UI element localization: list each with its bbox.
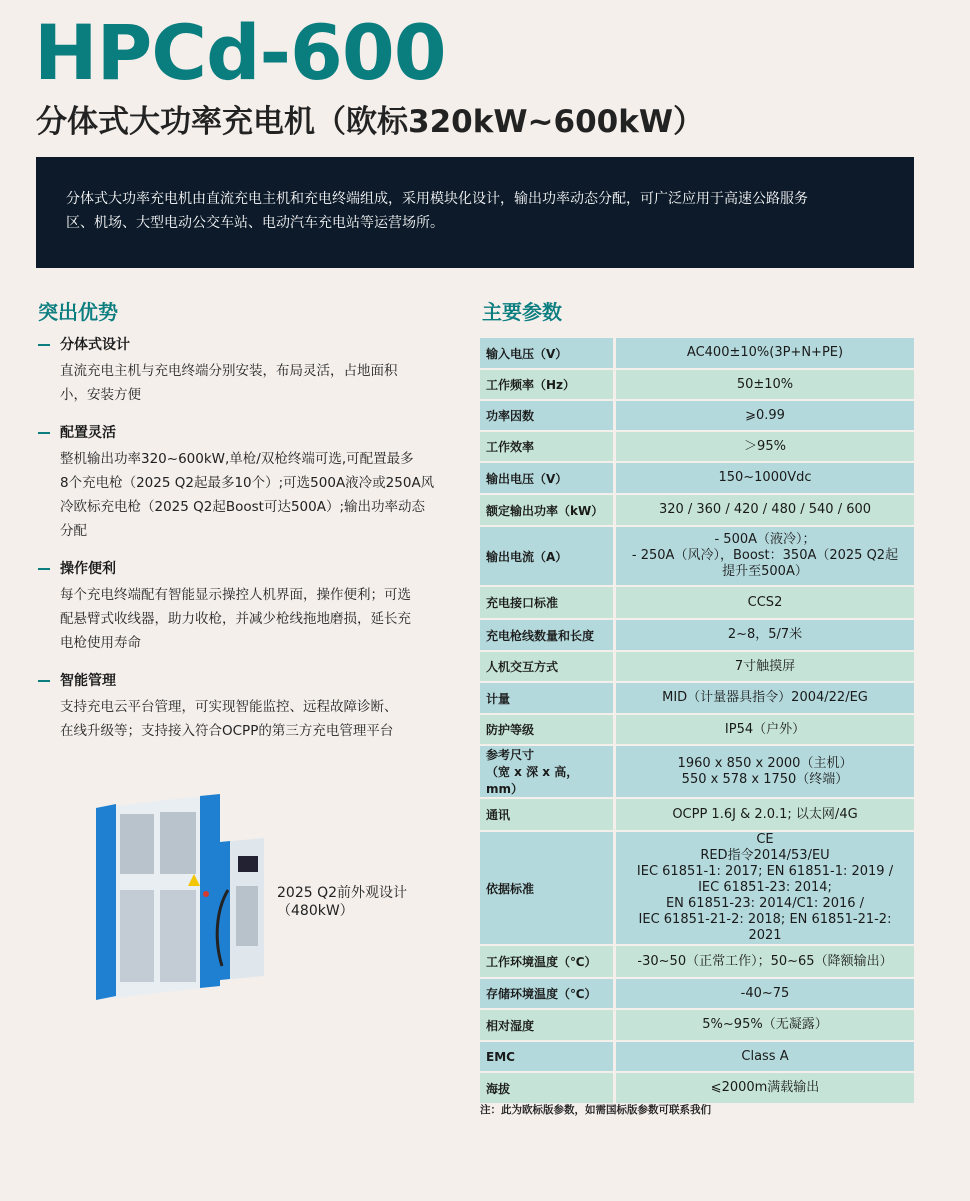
param-value [613, 338, 914, 368]
param-value [613, 495, 914, 525]
param-value [613, 432, 914, 461]
param-label-line: 工作效率 [486, 440, 535, 454]
advantage-heading [38, 424, 458, 442]
param-row [480, 715, 914, 744]
param-value [613, 463, 914, 493]
param-value-line: ＞95% [744, 438, 786, 454]
param-label-line: 计量 [486, 691, 511, 706]
caption-line-1: 2025 Q2前外观设计 [277, 885, 408, 901]
param-label-line: 防护等级 [486, 723, 535, 737]
param-label-line: 功率因数 [486, 409, 535, 423]
param-value [613, 370, 914, 399]
param-label-line: 充电接口标准 [486, 596, 559, 610]
param-value-line: 1960 x 850 x 2000（主机） [677, 755, 853, 771]
product-image [88, 790, 264, 1015]
param-row [480, 799, 914, 830]
param-value-line: IEC 61851-23: 2014; [698, 880, 832, 895]
param-label-line: 通讯 [486, 808, 511, 822]
param-value-line: 提升至500A） [722, 564, 808, 579]
param-value-line: AC400±10%(3P+N+PE) [686, 345, 844, 360]
param-value-line: CE [756, 832, 774, 847]
param-value-line: ⩾0.99 [745, 407, 785, 423]
param-label-line: 充电枪线数量和长度 [486, 628, 595, 643]
params-table [480, 336, 914, 1105]
advantage-item [38, 672, 458, 743]
param-label [480, 527, 613, 585]
param-label [480, 946, 613, 977]
advantage-title: 分体式设计 [60, 337, 130, 353]
dash-icon [38, 568, 50, 570]
model-name: HPCd-600 [34, 8, 446, 97]
advantage-line: 配悬臂式收线器，助力收枪，并减少枪线拖地磨损，延长充 [60, 611, 411, 627]
param-value-line: IEC 61851-1: 2017; EN 61851-1: 2019 / [636, 864, 894, 879]
advantage-line: 冷欧标充电枪（2025 Q2起Boost可达500A）;输出功率动态 [60, 499, 426, 515]
dash-icon [38, 344, 50, 346]
params-title: 主要参数 [482, 300, 562, 324]
param-value [613, 401, 914, 430]
param-value [613, 979, 914, 1008]
param-label [480, 587, 613, 618]
param-label [480, 799, 613, 830]
advantage-description [60, 447, 458, 543]
param-value-line: 7寸触摸屏 [734, 658, 796, 674]
param-label [480, 495, 613, 525]
param-value [613, 620, 914, 650]
param-label [480, 1042, 613, 1071]
param-label-line: 海拔 [486, 1081, 511, 1096]
param-value-line: IP54（户外） [724, 721, 806, 737]
param-row [480, 652, 914, 681]
param-value-line: -40~75 [740, 985, 790, 1001]
param-value-line: RED指令2014/53/EU [700, 848, 830, 863]
param-value-line: 50±10% [736, 376, 794, 392]
param-value-line: 550 x 578 x 1750（终端） [681, 771, 849, 787]
param-value [613, 1010, 914, 1040]
param-label-line: 依据标准 [486, 881, 535, 896]
param-value [613, 746, 914, 797]
param-label [480, 652, 613, 681]
param-row [480, 1010, 914, 1040]
param-label [480, 979, 613, 1008]
param-label-line: EMC [486, 1049, 515, 1064]
param-row [480, 746, 914, 797]
param-value-line: - 250A（风冷），Boost：350A（2025 Q2起 [631, 548, 899, 563]
caption-line-2: （480kW） [277, 903, 354, 919]
param-value [613, 715, 914, 744]
param-label-line: 参考尺寸 [486, 748, 535, 762]
advantage-title: 操作便利 [60, 561, 116, 577]
param-row [480, 401, 914, 430]
intro-box [36, 157, 914, 268]
product-subtitle: 分体式大功率充电机（欧标320kW~600kW） [36, 104, 705, 140]
intro-line-2: 区、机场、大型电动公交车站、电动汽车充电站等运营场所。 [66, 215, 444, 231]
param-row [480, 1073, 914, 1103]
param-value-line: CCS2 [747, 594, 783, 610]
advantage-line: 电枪使用寿命 [60, 635, 141, 651]
param-row [480, 1042, 914, 1071]
param-value-line: IEC 61851-21-2: 2018; EN 61851-21-2: 2021 [638, 912, 892, 943]
param-value-line: 150~1000Vdc [718, 470, 812, 485]
param-row [480, 463, 914, 493]
advantage-item [38, 336, 458, 407]
param-value-line: MID（计量器具指令）2004/22/EG [662, 690, 868, 705]
advantage-heading [38, 672, 458, 690]
param-label [480, 620, 613, 650]
param-value [613, 527, 914, 585]
param-row [480, 587, 914, 618]
param-label-line: 相对湿度 [486, 1018, 535, 1033]
dash-icon [38, 432, 50, 434]
advantage-item [38, 560, 458, 655]
param-value-line: 5%~95%（无凝露） [702, 1017, 828, 1032]
param-label-line: 工作环境温度（℃） [486, 955, 597, 969]
param-row [480, 979, 914, 1008]
param-value [613, 1042, 914, 1071]
param-value-line: ⩽2000m满载输出 [710, 1080, 820, 1095]
param-row [480, 370, 914, 399]
param-label-line: 输出电流（A） [486, 549, 568, 564]
advantage-item [38, 424, 458, 543]
product-caption [277, 884, 407, 920]
param-label [480, 683, 613, 713]
advantage-line: 小，安装方便 [60, 387, 141, 403]
param-row [480, 946, 914, 977]
param-value-line: - 500A（液冷）； [714, 532, 816, 547]
advantage-line: 每个充电终端配有智能显示操控人机界面，操作便利；可选 [60, 587, 411, 603]
param-label-line: 输入电压（V） [486, 346, 568, 361]
param-value-line: 2~8，5/7米 [727, 627, 803, 642]
param-value [613, 1073, 914, 1103]
param-value [613, 652, 914, 681]
param-row [480, 432, 914, 461]
param-label [480, 715, 613, 744]
param-row [480, 338, 914, 368]
advantages-list [38, 336, 458, 760]
advantage-title: 配置灵活 [60, 425, 116, 441]
advantage-heading [38, 336, 458, 354]
advantage-line: 直流充电主机与充电终端分别安装，布局灵活，占地面积 [60, 363, 398, 379]
param-value-line: Class A [741, 1048, 789, 1064]
advantage-heading [38, 560, 458, 578]
param-value [613, 587, 914, 618]
advantage-line: 分配 [60, 523, 87, 539]
param-label-line: 额定输出功率（kW） [486, 503, 604, 518]
advantage-description [60, 695, 458, 743]
param-label [480, 401, 613, 430]
advantage-line: 整机输出功率320~600kW,单枪/双枪终端可选,可配置最多 [60, 451, 414, 467]
intro-line-1: 分体式大功率充电机由直流充电主机和充电终端组成，采用模块化设计，输出功率动态分配，可广泛应用于高速公路服务 [66, 191, 808, 207]
advantage-line: 8个充电枪（2025 Q2起最多10个）;可选500A液冷或250A风 [60, 475, 435, 491]
param-label [480, 746, 613, 797]
param-label-line: 工作频率（Hz） [486, 378, 576, 392]
param-label [480, 338, 613, 368]
param-row [480, 620, 914, 650]
advantage-description [60, 359, 458, 407]
param-value [613, 832, 914, 944]
advantage-title: 智能管理 [60, 673, 116, 689]
param-label [480, 1073, 613, 1103]
param-row [480, 527, 914, 585]
param-row [480, 683, 914, 713]
dash-icon [38, 680, 50, 682]
advantage-description [60, 583, 458, 655]
param-row [480, 832, 914, 944]
advantage-line: 在线升级等；支持接入符合OCPP的第三方充电管理平台 [60, 723, 394, 739]
param-value-line: EN 61851-23: 2014/C1: 2016 / [665, 896, 865, 911]
param-label-line: （宽 x 深 x 高，mm） [486, 765, 579, 796]
param-label [480, 463, 613, 493]
param-label-line: 人机交互方式 [486, 660, 559, 674]
advantages-title: 突出优势 [38, 300, 118, 324]
param-label [480, 370, 613, 399]
param-label [480, 832, 613, 944]
param-value-line: OCPP 1.6J & 2.0.1; 以太网/4G [672, 806, 858, 822]
param-value [613, 683, 914, 713]
param-value [613, 946, 914, 977]
param-value-line: -30~50（正常工作）；50~65（降额输出） [637, 953, 893, 969]
advantage-line: 支持充电云平台管理，可实现智能监控、远程故障诊断、 [60, 699, 398, 715]
param-value-line: 320 / 360 / 420 / 480 / 540 / 600 [658, 502, 872, 517]
param-row [480, 495, 914, 525]
param-value [613, 799, 914, 830]
param-label-line: 存储环境温度（℃） [486, 987, 597, 1001]
params-note: 注：此为欧标版参数，如需国标版参数可联系我们 [480, 1104, 711, 1116]
param-label-line: 输出电压（V） [486, 471, 568, 486]
param-label [480, 1010, 613, 1040]
param-label [480, 432, 613, 461]
